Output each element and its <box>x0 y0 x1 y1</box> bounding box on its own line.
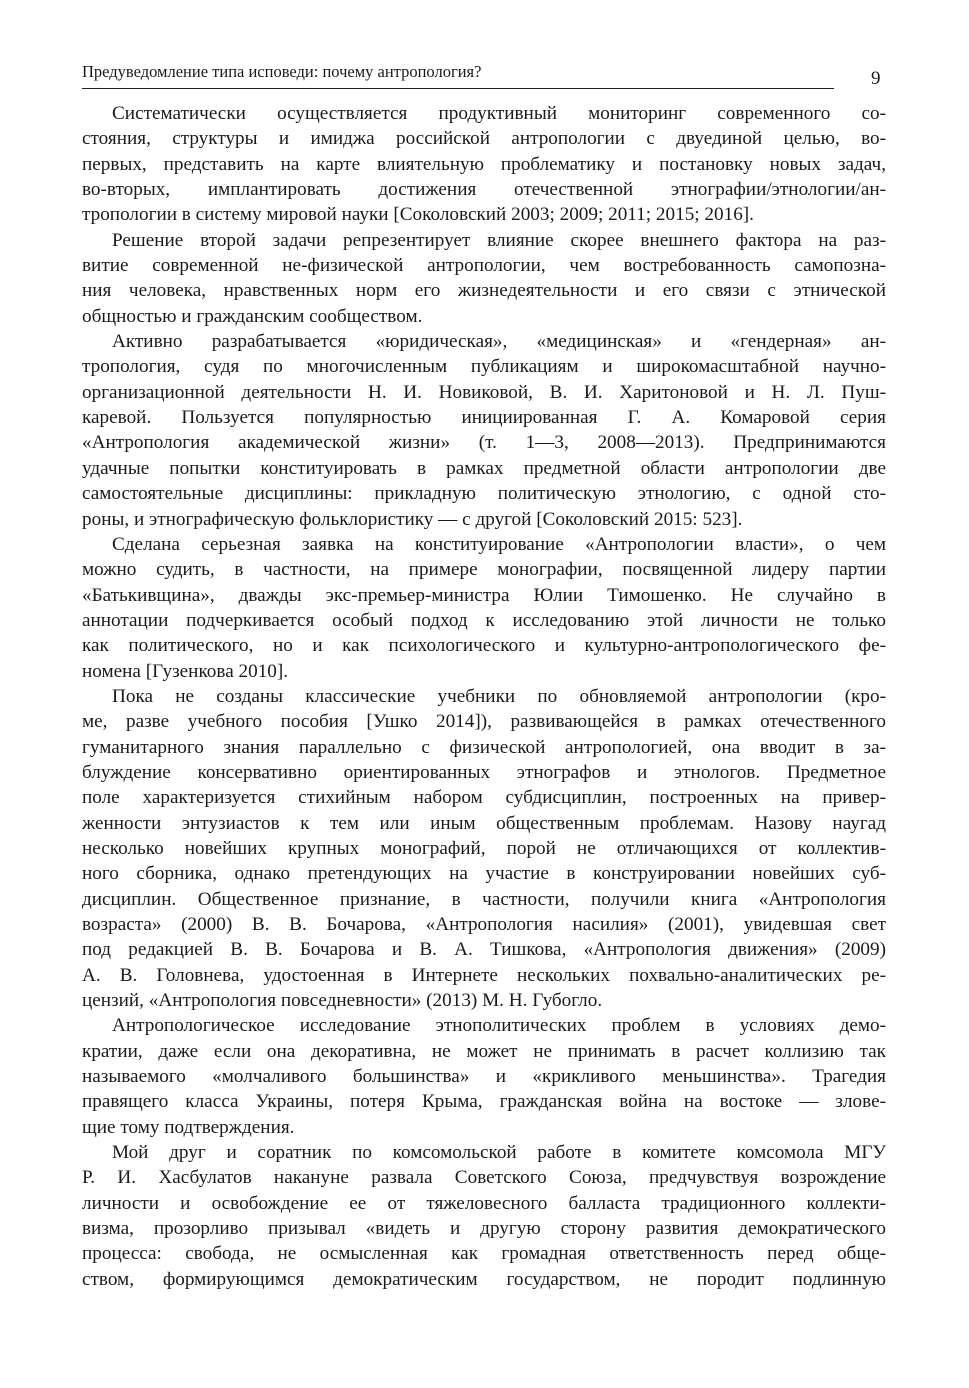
text-line: Р. И. Хасбулатов накануне развала Советского Союза, предчувствуя возрождение <box>82 1167 886 1189</box>
text-line: общностью и гражданским сообществом. <box>82 305 423 327</box>
paragraph <box>82 1140 886 1292</box>
paragraph <box>82 1013 886 1140</box>
text-line: тропологии в систему мировой науки [Соколовский 2003; 2009; 2011; 2015; 2016]. <box>82 204 754 226</box>
text-line: «Батькивщина», дважды экс-премьер-министра Юлии Тимошенко. Не случайно в <box>82 584 886 606</box>
paragraph <box>82 684 886 1013</box>
text-line: удачные попытки конституировать в рамках предметной области антропологии две <box>82 457 886 479</box>
text-line: под редакцией В. В. Бочарова и В. А. Тишкова, «Антропология движения» (2009) <box>82 939 886 961</box>
text-line: женности энтузиастов к тем или иным общественным проблемам. Назову наугад <box>82 812 886 834</box>
text-line: щие тому подтверждения. <box>82 1116 295 1138</box>
text-line: самостоятельные дисциплины: прикладную политическую этнологию, с одной сто- <box>82 483 886 505</box>
text-line: А. В. Головнева, удостоенная в Интернете нескольких похвально-аналитических ре- <box>82 964 886 986</box>
text-line: возраста» (2000) В. В. Бочарова, «Антропология насилия» (2001), увидевшая свет <box>82 914 886 935</box>
text-line: Систематически осуществляется продуктивный мониторинг современного со- <box>112 103 886 124</box>
text-line: Антропологическое исследование этнополитических проблем в условиях демо- <box>112 1015 886 1037</box>
text-line: как политического, но и как психологического и культурно-антропологического фе- <box>82 635 886 657</box>
text-line: кратии, даже если она декоративна, не может не принимать в расчет коллизию так <box>82 1040 886 1062</box>
text-line: несколько новейших крупных монографий, порой не отличающихся от коллектив- <box>82 837 886 859</box>
text-line: стояния, структуры и имиджа российской антропологии с двуединой целью, во- <box>82 128 886 150</box>
text-line: правящего класса Украины, потеря Крыма, гражданская война на востоке — злове- <box>82 1091 886 1113</box>
text-line: Сделана серьезная заявка на конституирование «Антропологии власти», о чем <box>112 533 886 555</box>
text-line: ством, формирующимся демократическим государством, не породит подлинную <box>82 1268 886 1290</box>
text-line: цензий, «Антропология повседневности» (2013) М. Н. Губогло. <box>82 990 603 1012</box>
text-line: процесса: свобода, не осмысленная как громадная ответственность перед обще- <box>82 1243 886 1265</box>
text-line: «Антропология академической жизни» (т. 1—3, 2008—2013). Предпринимаются <box>82 432 886 454</box>
text-line: Мой друг и соратник по комсомольской работе в комитете комсомола МГУ <box>112 1142 886 1164</box>
paragraph <box>82 101 886 228</box>
page-number: 9 <box>871 68 881 89</box>
text-line: ме, разве учебного пособия [Ушко 2014]), развивающейся в рамках отечественного <box>82 711 886 733</box>
text-line: тропология, судя по многочисленным публикациям и широкомасштабной научно- <box>82 356 886 378</box>
text-line: блуждение консервативно ориентированных этнографов и этнологов. Предметное <box>82 761 886 783</box>
text-line: визма, прозорливо призывал «видеть и другую сторону развития демократического <box>82 1218 886 1240</box>
text-line: личности и освобождение ее от тяжеловесного балласта традиционного коллекти- <box>82 1192 886 1214</box>
text-line: ного сборника, однако претендующих на участие в конструировании новейших суб- <box>82 863 886 885</box>
text-line: называемого «молчаливого большинства» и «крикливого меньшинства». Трагедия <box>82 1066 886 1088</box>
running-title: Предуведомление типа исповеди: почему антропология? <box>82 62 482 81</box>
text-line: организационной деятельности Н. И. Новиковой, В. И. Харитоновой и Н. Л. Пуш- <box>82 381 886 403</box>
text-line: витие современной не-физической антропологии, чем востребованность самопозна- <box>82 255 886 277</box>
text-line: аннотации подчеркивается особый подход к исследованию этой личности не только <box>82 609 886 631</box>
paragraph <box>82 228 886 329</box>
text-line: каревой. Пользуется популярностью инициированная Г. А. Комаровой серия <box>82 407 886 429</box>
text-line: номена [Гузенкова 2010]. <box>82 660 289 682</box>
text-line: гуманитарного знания параллельно с физической антропологией, она вводит в за- <box>82 736 886 758</box>
body-text <box>82 101 886 1292</box>
text-line: первых, представить на карте влиятельную проблематику и постановку новых задач, <box>82 153 886 175</box>
text-line: во-вторых, имплантировать достижения отечественной этнографии/этнологии/ан- <box>82 179 886 201</box>
text-line: роны, и этнографическую фольклористику — с другой [Соколовский 2015: 523]. <box>82 508 743 530</box>
paragraph <box>82 532 886 684</box>
text-line: ния человека, нравственных норм его жизнедеятельности и его связи с этнической <box>82 280 886 302</box>
paragraph <box>82 329 886 532</box>
text-line: Активно разрабатывается «юридическая», «медицинская» и «гендерная» ан- <box>112 331 886 353</box>
text-line: поле характеризуется стихийным набором субдисциплин, построенных на привер- <box>82 787 886 809</box>
text-line: дисциплин. Общественное признание, в частности, получили книга «Антропология <box>82 888 886 910</box>
text-line: Решение второй задачи репрезентирует влияние скорее внешнего фактора на раз- <box>112 229 886 251</box>
text-line: можно судить, в частности, на примере монографии, посвященной лидеру партии <box>82 559 886 581</box>
running-header <box>82 60 834 89</box>
text-line: Пока не созданы классические учебники по обновляемой антропологии (кро- <box>112 685 886 707</box>
